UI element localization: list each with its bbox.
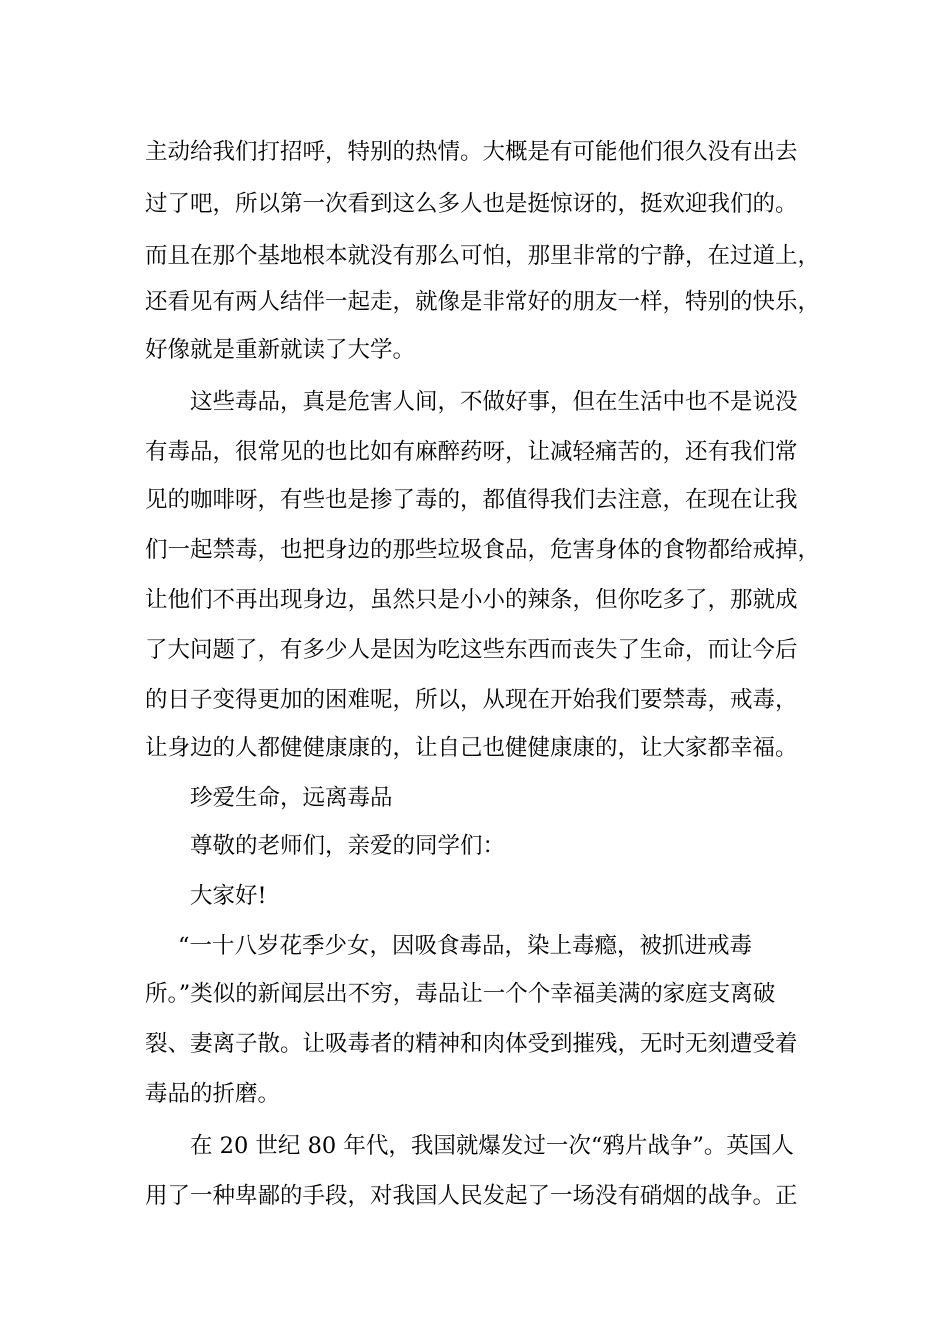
text-line: 们一起禁毒，也把身边的那些垃圾食品，危害身体的食物都给戒掉， bbox=[145, 537, 821, 563]
text-line: 还看见有两人结伴一起走，就像是非常好的朋友一样，特别的快乐， bbox=[145, 289, 821, 315]
text-line: 主动给我们打招呼，特别的热情。大概是有可能他们很久没有出去 bbox=[145, 139, 798, 165]
paragraph-start-line: “一十八岁花季少女，因吸食毒品，染上毒瘾，被抓进戒毒 bbox=[178, 933, 753, 959]
text-line: 裂、妻离子散。让吸毒者的精神和肉体受到摧残，无时无刻遭受着 bbox=[145, 1031, 798, 1057]
text-line: 过了吧，所以第一次看到这么多人也是挺惊讶的，挺欢迎我们的。 bbox=[145, 191, 798, 217]
text-line: 了大问题了，有多少人是因为吃这些东西而丧失了生命，而让今后 bbox=[145, 637, 798, 663]
text-line: 用了一种卑鄙的手段，对我国人民发起了一场没有硝烟的战争。正 bbox=[145, 1183, 798, 1209]
text-line: 毒品的折磨。 bbox=[145, 1081, 281, 1107]
text-line: 好像就是重新就读了大学。 bbox=[145, 337, 416, 363]
text-line: 有毒品，很常见的也比如有麻醉药呀，让减轻痛苦的，还有我们常 bbox=[145, 439, 798, 465]
text-line: 让身边的人都健健康康的，让自己也健健康康的，让大家都幸福。 bbox=[145, 735, 798, 761]
text-line: 让他们不再出现身边，虽然只是小小的辣条，但你吃多了，那就成 bbox=[145, 587, 798, 613]
greeting: 大家好! bbox=[190, 883, 267, 909]
text-line: 所。”类似的新闻层出不穷，毒品让一个个幸福美满的家庭支离破 bbox=[145, 981, 776, 1007]
text-line: 的日子变得更加的困难呢，所以，从现在开始我们要禁毒，戒毒， bbox=[145, 687, 798, 713]
text-line: 见的咖啡呀，有些也是掺了毒的，都值得我们去注意，在现在让我 bbox=[145, 487, 798, 513]
text-line: 而且在那个基地根本就没有那么可怕，那里非常的宁静，在过道上， bbox=[145, 243, 821, 269]
paragraph-start-line: 在 20 世纪 80 年代，我国就爆发过一次“鸦片战争”。英国人 bbox=[190, 1133, 794, 1159]
section-title: 珍爱生命，远离毒品 bbox=[190, 785, 393, 811]
salutation: 尊敬的老师们，亲爱的同学们： bbox=[190, 833, 506, 859]
paragraph-start-line: 这些毒品，真是危害人间，不做好事，但在生活中也不是说没 bbox=[190, 389, 798, 415]
